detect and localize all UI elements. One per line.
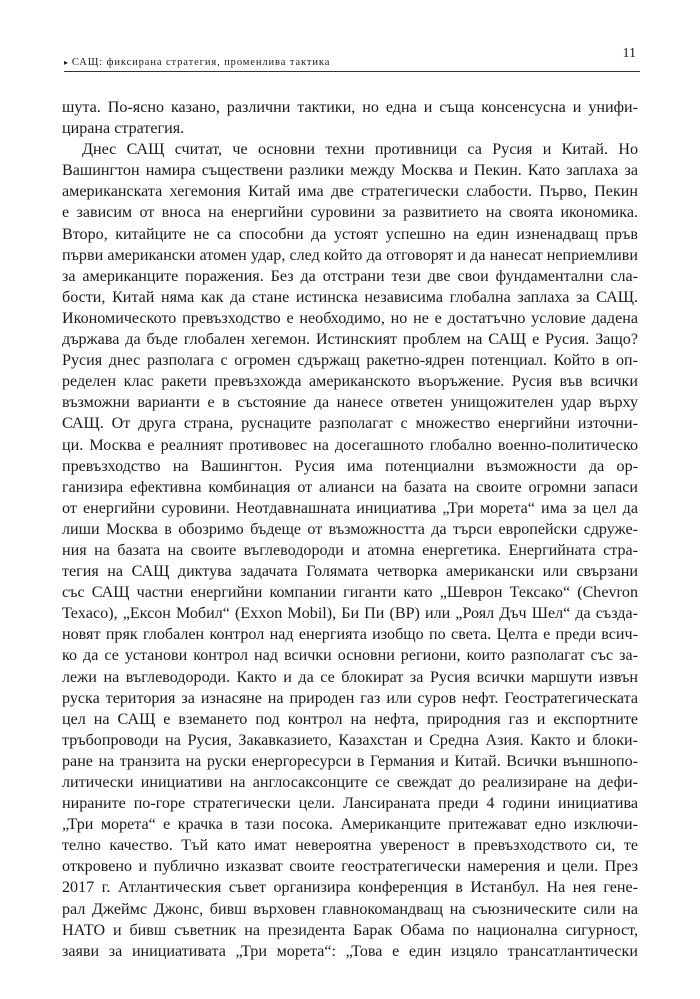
body-text — [62, 97, 638, 962]
running-title — [64, 57, 330, 68]
text-line: заяви за инициативата „Три морета“: „Това е един изцяло трансатлантически — [62, 942, 638, 960]
triangle-bullet-icon: ▸ — [64, 58, 69, 67]
text-line: „Три морета“ е крачка в тази посока. Американците притежават едно изключи- — [62, 816, 638, 834]
text-line: тръбопроводи на Русия, Закавказието, Казахстан и Средна Азия. Както и блоки- — [62, 731, 638, 749]
text-line: НАТО и бивш съветник на президента Барак Обама по национална сигурност, — [62, 921, 638, 939]
text-line: тегия на САЩ диктува задачата Голямата четворка американски или свързани — [62, 563, 638, 581]
text-line: руска територия за изнасяне на природен газ или суров нефт. Геостратегическата — [62, 689, 638, 707]
text-line: нираните по-горе стратегически цели. Лансираната преди 4 години инициатива — [62, 795, 638, 813]
running-header — [64, 46, 640, 72]
text-line: държава да бъде глобален хегемон. Истинският проблем на САЩ е Русия. Защо? — [62, 331, 638, 349]
text-line: откровено и публично изказват своите геостратегически намерения и цели. През — [62, 858, 638, 876]
text-line: цел на САЩ е вземането под контрол на нефта, природния газ и експортните — [62, 710, 638, 728]
text-line: 2017 г. Атлантическия съвет организира конференция в Истанбул. На нея гене- — [62, 879, 638, 897]
text-line: цирана стратегия. — [62, 120, 185, 138]
text-line: новят пряк глобален контрол над енергията изобщо по света. Целта е преди всич- — [62, 626, 638, 644]
text-line: ко да се установи контрол над всички основни региони, които разполагат със за- — [62, 647, 638, 665]
text-line: литически инициативи на англосаксонците се свеждат до реализиране на дефи- — [62, 774, 638, 791]
running-title-text: САЩ: фиксирана стратегия, променлива тактика — [71, 57, 331, 68]
text-line: САЩ. От друга страна, руснаците разполагат с множество енергийни източни- — [62, 415, 638, 433]
text-line: лиши Москва в обозримо бъдеще от възможността да търси европейски сдруже- — [62, 520, 638, 538]
text-line: ци. Москва е реалният противовес на досегашното глобално военно-политическо — [62, 436, 638, 454]
text-line: ределен клас ракети превъзхожда американското въоръжение. Русия във всички — [62, 373, 638, 391]
text-line: лежи на въглеводороди. Както и да се блокират за Русия всички маршути извън — [62, 668, 638, 686]
text-line: е зависим от вноса на енергийни суровини за развитието на своята икономика. — [62, 204, 638, 222]
text-line: рал Джеймс Джонс, бивш върховен главнокомандващ на съюзническите сили на — [62, 900, 638, 918]
text-line: Вашингтон намира съществени разлики между Москва и Пекин. Като заплаха за — [62, 162, 638, 180]
text-line: Днес САЩ считат, че основни техни противници са Русия и Китай. Но — [82, 141, 638, 159]
text-line: от енергийни суровини. Неотдавнашната инициатива „Три морета“ има за цел да — [62, 499, 638, 517]
text-line: превъзходство на Вашингтон. Русия има потенциални възможности да ор- — [62, 457, 638, 475]
text-line: за американците поражения. Без да отстрани тези две свои фундаментални сла- — [62, 267, 638, 285]
text-line: Русия днес разполага с огромен сдържащ ракетно-ядрен потенциал. Който в оп- — [62, 352, 638, 370]
text-line: първи американски атомен удар, след който да отговорят и да нанесат неприемливи — [62, 246, 638, 264]
text-line: бости, Китай няма как да стане истинска независима глобална заплаха за САЩ. — [62, 288, 638, 306]
text-line: възможни варианти е в състояние да нанесе ответен унищожителен удар върху — [62, 394, 638, 412]
text-line: американската хегемония Китай има две стратегически слабости. Първо, Пекин — [62, 183, 638, 201]
header-rule — [64, 71, 640, 72]
text-line: ганизира ефективна комбинация от алианси на базата на своите огромни запаси — [62, 478, 638, 496]
text-line: Второ, китайците не са способни да устоят успешно на един изненадващ пръв — [62, 225, 638, 243]
page-number: 11 — [622, 46, 636, 61]
text-line: Texaco), „Ексон Мобил“ (Exxon Mobil), Би Пи (BP) или „Роял Дъч Шел“ да създа- — [62, 605, 638, 623]
text-line: със САЩ частни енергийни компании гиганти като „Шеврон Тексако“ (Chevron — [62, 584, 638, 602]
text-line: ране на транзита на руски енергоресурси в Германия и Китай. Всички външнопо- — [62, 752, 638, 770]
text-line: телно качество. Тъй като имат невероятна увереност в превъзходството си, те — [62, 837, 638, 855]
text-line: ния на базата на своите въглеводороди и атомна енергетика. Енергийната стра- — [62, 541, 638, 559]
text-line: Икономическото превъзходство е необходимо, но не е достатъчно условие дадена — [62, 309, 638, 327]
text-line: шута. По-ясно казано, различни тактики, но една и съща консенсусна и унифи- — [62, 99, 638, 116]
